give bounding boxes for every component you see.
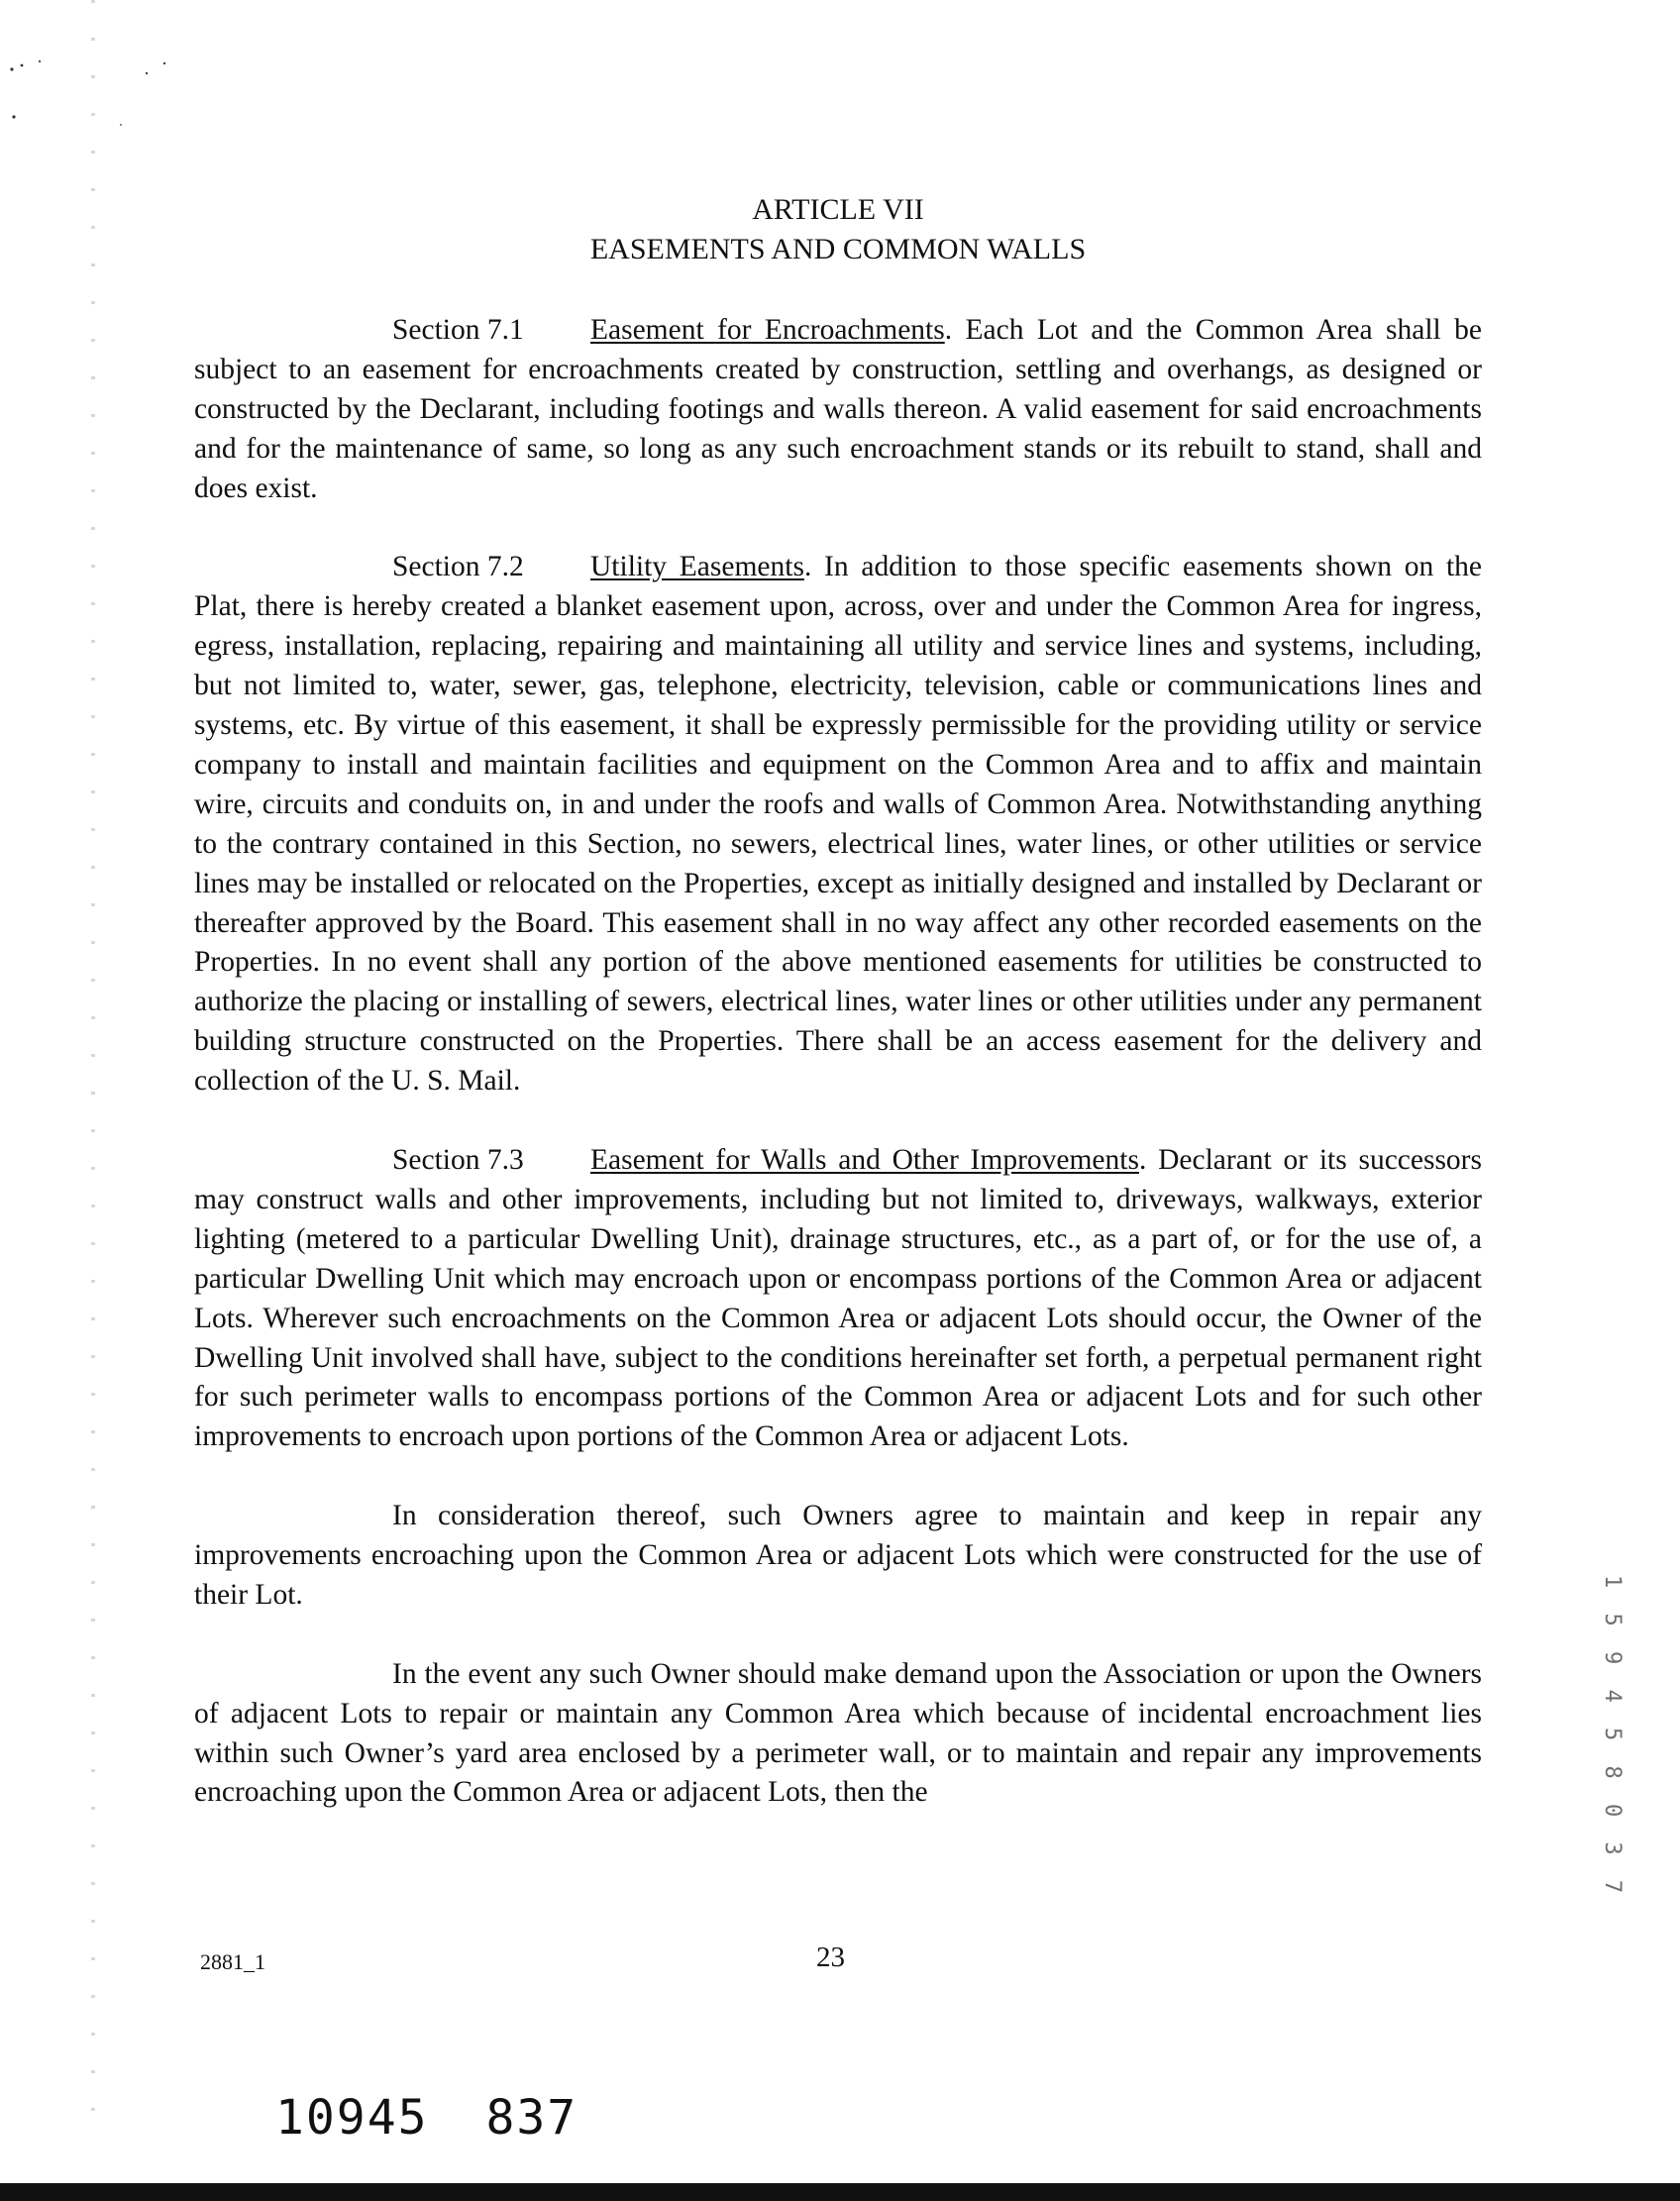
article-header (194, 190, 1482, 269)
section-7-2 (194, 548, 1482, 1101)
section-heading: Easement for Walls and Other Improvements (590, 1144, 1139, 1176)
article-title: EASEMENTS AND COMMON WALLS (589, 233, 1087, 265)
side-margin-stamp: 1 5 9 4 5 8 0 3 7 (1600, 1575, 1625, 1900)
section-heading: Utility Easements (590, 551, 804, 583)
page-number: 23 (816, 1941, 845, 1973)
demand-paragraph (194, 1655, 1482, 1814)
stamp-page: 837 (485, 2090, 578, 2146)
paragraph-text: In the event any such Owner should make demand upon the Association or upon the Owners of adjacent Lots to repair or maintain any Common Area which because of incidental encroachment lies within such Owner’s yard area enclosed by a perimeter wall, or to maintain and repair any improvements encroaching upon the Common Area or adjacent Lots, then the (194, 1657, 1482, 1809)
recording-stamp (275, 2090, 635, 2146)
stamp-book: 10945 (275, 2090, 429, 2146)
consideration-paragraph (194, 1497, 1482, 1616)
section-number: Section 7.1 (392, 314, 524, 346)
section-number: Section 7.3 (392, 1144, 524, 1176)
section-text: . Each Lot and the Common Area shall be subject to an easement for encroachments created by construction, settling and overhangs, as designed or constructed by the Declarant, including footings and walls thereon. A valid easement for said encroachments and for the maintenance of same, so long as any such encroachment stands or its rebuilt to stand, shall and does exist. (194, 314, 1482, 504)
scan-edge-marks (91, 0, 95, 2140)
section-heading: Easement for Encroachments (590, 314, 945, 346)
document-id: 2881_1 (200, 1949, 265, 1974)
section-number: Section 7.2 (392, 551, 524, 583)
document-body (194, 311, 1482, 1852)
section-7-3 (194, 1141, 1482, 1457)
paragraph-text: In consideration thereof, such Owners agree to maintain and keep in repair any improvements encroaching upon the Common Area or adjacent Lots which were constructed for the use of their Lot. (194, 1500, 1482, 1611)
scan-specks (0, 0, 198, 139)
section-text: . Declarant or its successors may construct walls and other improvements, including but not limited to, driveways, walkways, exterior lighting (metered to a particular Dwelling Unit), drainage structures, etc., as a part of, or for the use of, a particular Dwelling Unit which may encroach upon or encompass portions of the Common Area or adjacent Lots. Wherever such encroachments on the Common Area or adjacent Lots should occur, the Owner of the Dwelling Unit involved shall have, subject to the conditions hereinafter set forth, a perpetual permanent right for such perimeter walls to encompass portions of the Common Area or adjacent Lots and for such other improvements to encroach upon portions of the Common Area or adjacent Lots. (194, 1144, 1482, 1453)
article-number: ARTICLE VII (752, 193, 924, 226)
section-7-1 (194, 311, 1482, 509)
scan-bottom-border (0, 2183, 1680, 2201)
section-text: . In addition to those specific easements shown on the Plat, there is hereby created a blanket easement upon, across, over and under the Common Area for ingress, egress, installation, replacing, repairing and maintaining all utility and service lines and systems, including, but not limited to, water, sewer, gas, telephone, electricity, television, cable or communications lines and systems, etc. By virtue of this easement, it shall be expressly permissible for the providing utility or service company to install and maintain facilities and equipment on the Common Area and to affix and maintain wire, circuits and conduits on, in and under the roofs and walls of Common Area. Notwithstanding anything to the contrary contained in this Section, no sewers, electrical lines, water lines, or other utilities or service lines may be installed or relocated on the Properties, except as initially designed and installed by Declarant or thereafter approved by the Board. This easement shall in no way affect any other recorded easements on the Properties. In no event shall any portion of the above mentioned easements for utilities be constructed to authorize the placing or installing of sewers, electrical lines, water lines or other utilities under any permanent building structure constructed on the Properties. There shall be an access easement for the delivery and collection of the U. S. Mail. (194, 551, 1483, 1098)
